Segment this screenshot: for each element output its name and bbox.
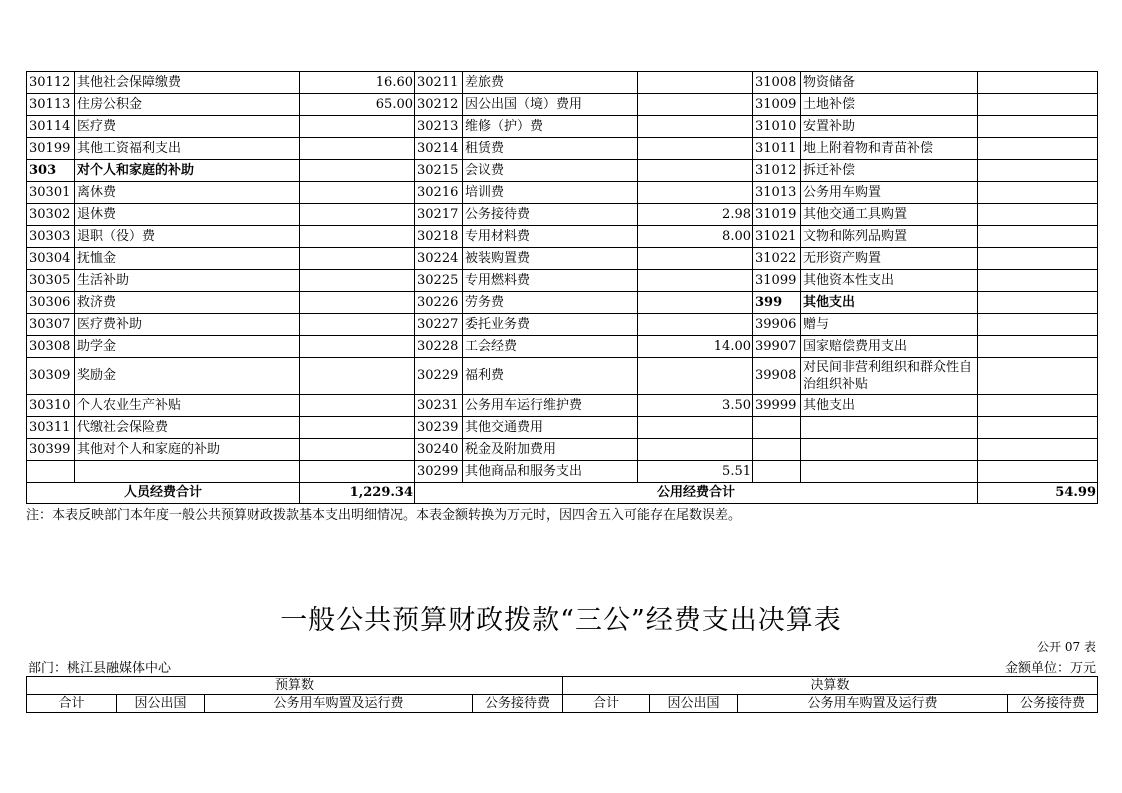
capital-amount-cell bbox=[978, 116, 1098, 138]
personnel-code-cell: 30309 bbox=[27, 358, 75, 395]
capital-item-cell bbox=[801, 461, 978, 483]
public-code-cell: 30239 bbox=[415, 417, 463, 439]
public-item-cell: 培训费 bbox=[463, 182, 638, 204]
public-total-label: 公用经费合计 bbox=[415, 483, 978, 504]
capital-amount-cell bbox=[978, 182, 1098, 204]
personnel-code-cell: 30310 bbox=[27, 395, 75, 417]
col-header: 因公出国 bbox=[117, 695, 205, 713]
personnel-amount-cell bbox=[300, 160, 415, 182]
personnel-code-cell: 303 bbox=[27, 160, 75, 182]
table-row bbox=[27, 160, 1098, 182]
public-code-cell: 30213 bbox=[415, 116, 463, 138]
personnel-code-cell: 30114 bbox=[27, 116, 75, 138]
table-row bbox=[27, 116, 1098, 138]
public-item-cell: 其他交通费用 bbox=[463, 417, 638, 439]
capital-item-cell: 其他资本性支出 bbox=[801, 270, 978, 292]
capital-item-cell: 无形资产购置 bbox=[801, 248, 978, 270]
personnel-item-cell: 住房公积金 bbox=[75, 94, 300, 116]
table-row bbox=[27, 270, 1098, 292]
personnel-code-cell: 30113 bbox=[27, 94, 75, 116]
capital-amount-cell bbox=[978, 417, 1098, 439]
personnel-code-cell: 30301 bbox=[27, 182, 75, 204]
public-item-cell: 维修（护）费 bbox=[463, 116, 638, 138]
capital-code-cell: 399 bbox=[753, 292, 801, 314]
expenditure-detail-table bbox=[26, 71, 1098, 504]
table-row bbox=[27, 226, 1098, 248]
capital-code-cell: 39908 bbox=[753, 358, 801, 395]
table-row bbox=[27, 417, 1098, 439]
public-amount-cell: 14.00 bbox=[638, 336, 753, 358]
header-group-row bbox=[27, 677, 1098, 695]
personnel-item-cell: 救济费 bbox=[75, 292, 300, 314]
personnel-item-cell: 对个人和家庭的补助 bbox=[75, 160, 300, 182]
personnel-item-cell: 退休费 bbox=[75, 204, 300, 226]
public-amount-cell bbox=[638, 160, 753, 182]
personnel-amount-cell bbox=[300, 182, 415, 204]
table-row bbox=[27, 138, 1098, 160]
personnel-amount-cell: 16.60 bbox=[300, 72, 415, 94]
total-row bbox=[27, 483, 1098, 504]
capital-item-cell: 拆迁补偿 bbox=[801, 160, 978, 182]
personnel-code-cell bbox=[27, 461, 75, 483]
capital-amount-cell bbox=[978, 395, 1098, 417]
public-code-cell: 30240 bbox=[415, 439, 463, 461]
capital-item-cell: 土地补偿 bbox=[801, 94, 978, 116]
capital-code-cell bbox=[753, 439, 801, 461]
public-code-cell: 30227 bbox=[415, 314, 463, 336]
personnel-amount-cell: 65.00 bbox=[300, 94, 415, 116]
three-public-expense-table bbox=[26, 676, 1098, 713]
personnel-item-cell: 医疗费 bbox=[75, 116, 300, 138]
personnel-amount-cell bbox=[300, 292, 415, 314]
capital-amount-cell bbox=[978, 336, 1098, 358]
final-group-header: 决算数 bbox=[563, 677, 1098, 695]
col-header: 因公出国 bbox=[650, 695, 738, 713]
public-code-cell: 30226 bbox=[415, 292, 463, 314]
capital-item-cell: 对民间非营利组织和群众性自治组织补贴 bbox=[801, 358, 978, 395]
capital-item-cell: 其他交通工具购置 bbox=[801, 204, 978, 226]
col-header: 公务接待费 bbox=[473, 695, 563, 713]
personnel-item-cell: 其他工资福利支出 bbox=[75, 138, 300, 160]
public-amount-cell bbox=[638, 116, 753, 138]
table-row bbox=[27, 94, 1098, 116]
capital-code-cell: 31012 bbox=[753, 160, 801, 182]
public-item-cell: 会议费 bbox=[463, 160, 638, 182]
personnel-amount-cell bbox=[300, 461, 415, 483]
table-row bbox=[27, 72, 1098, 94]
capital-item-cell: 公务用车购置 bbox=[801, 182, 978, 204]
personnel-code-cell: 30399 bbox=[27, 439, 75, 461]
table-row bbox=[27, 248, 1098, 270]
personnel-item-cell: 其他对个人和家庭的补助 bbox=[75, 439, 300, 461]
public-code-cell: 30231 bbox=[415, 395, 463, 417]
capital-item-cell: 其他支出 bbox=[801, 292, 978, 314]
public-item-cell: 工会经费 bbox=[463, 336, 638, 358]
personnel-item-cell: 抚恤金 bbox=[75, 248, 300, 270]
public-item-cell: 公务接待费 bbox=[463, 204, 638, 226]
personnel-code-cell: 30302 bbox=[27, 204, 75, 226]
capital-amount-cell bbox=[978, 72, 1098, 94]
capital-code-cell: 31021 bbox=[753, 226, 801, 248]
capital-code-cell: 31099 bbox=[753, 270, 801, 292]
capital-item-cell: 赠与 bbox=[801, 314, 978, 336]
personnel-code-cell: 30303 bbox=[27, 226, 75, 248]
capital-amount-cell bbox=[978, 314, 1098, 336]
capital-amount-cell bbox=[978, 138, 1098, 160]
capital-amount-cell bbox=[978, 204, 1098, 226]
public-code-cell: 30218 bbox=[415, 226, 463, 248]
page-title: 一般公共预算财政拨款“三公”经费支出决算表 bbox=[280, 605, 842, 636]
capital-item-cell bbox=[801, 439, 978, 461]
capital-code-cell: 39907 bbox=[753, 336, 801, 358]
form-number: 公开 07 表 bbox=[1037, 640, 1096, 654]
col-header: 公务用车购置及运行费 bbox=[205, 695, 473, 713]
public-code-cell: 30217 bbox=[415, 204, 463, 226]
public-amount-cell: 5.51 bbox=[638, 461, 753, 483]
table-row bbox=[27, 314, 1098, 336]
public-item-cell: 劳务费 bbox=[463, 292, 638, 314]
table-row bbox=[27, 292, 1098, 314]
capital-item-cell: 地上附着物和青苗补偿 bbox=[801, 138, 978, 160]
capital-item-cell: 物资储备 bbox=[801, 72, 978, 94]
capital-amount-cell bbox=[978, 292, 1098, 314]
public-code-cell: 30299 bbox=[415, 461, 463, 483]
public-item-cell: 专用材料费 bbox=[463, 226, 638, 248]
capital-code-cell: 39906 bbox=[753, 314, 801, 336]
table-row bbox=[27, 358, 1098, 395]
table-note: 注：本表反映部门本年度一般公共预算财政拨款基本支出明细情况。本表金额转换为万元时，因四舍五入可能存在尾数误差。 bbox=[26, 508, 742, 523]
public-amount-cell bbox=[638, 72, 753, 94]
department-label: 部门：桃江县融媒体中心 bbox=[28, 661, 172, 676]
capital-item-cell bbox=[801, 417, 978, 439]
personnel-amount-cell bbox=[300, 116, 415, 138]
personnel-item-cell: 离休费 bbox=[75, 182, 300, 204]
public-amount-cell bbox=[638, 292, 753, 314]
personnel-item-cell: 生活补助 bbox=[75, 270, 300, 292]
personnel-code-cell: 30305 bbox=[27, 270, 75, 292]
public-item-cell: 公务用车运行维护费 bbox=[463, 395, 638, 417]
capital-amount-cell bbox=[978, 226, 1098, 248]
personnel-amount-cell bbox=[300, 417, 415, 439]
capital-code-cell bbox=[753, 417, 801, 439]
table-row bbox=[27, 395, 1098, 417]
personnel-item-cell bbox=[75, 461, 300, 483]
personnel-total-value: 1,229.34 bbox=[300, 483, 415, 504]
amount-unit-label: 金额单位：万元 bbox=[1004, 661, 1096, 676]
personnel-item-cell: 代缴社会保险费 bbox=[75, 417, 300, 439]
col-header: 合计 bbox=[563, 695, 650, 713]
public-amount-cell bbox=[638, 138, 753, 160]
public-code-cell: 30225 bbox=[415, 270, 463, 292]
capital-code-cell: 31013 bbox=[753, 182, 801, 204]
personnel-code-cell: 30307 bbox=[27, 314, 75, 336]
personnel-amount-cell bbox=[300, 138, 415, 160]
capital-item-cell: 安置补助 bbox=[801, 116, 978, 138]
public-amount-cell bbox=[638, 182, 753, 204]
header-column-row bbox=[27, 695, 1098, 713]
public-amount-cell bbox=[638, 439, 753, 461]
public-amount-cell bbox=[638, 314, 753, 336]
public-amount-cell bbox=[638, 417, 753, 439]
personnel-code-cell: 30311 bbox=[27, 417, 75, 439]
col-header: 公务用车购置及运行费 bbox=[738, 695, 1008, 713]
personnel-item-cell: 退职（役）费 bbox=[75, 226, 300, 248]
public-item-cell: 委托业务费 bbox=[463, 314, 638, 336]
personnel-amount-cell bbox=[300, 314, 415, 336]
capital-code-cell: 31019 bbox=[753, 204, 801, 226]
capital-amount-cell bbox=[978, 270, 1098, 292]
capital-amount-cell bbox=[978, 94, 1098, 116]
personnel-amount-cell bbox=[300, 270, 415, 292]
personnel-amount-cell bbox=[300, 204, 415, 226]
capital-amount-cell bbox=[978, 439, 1098, 461]
public-item-cell: 租赁费 bbox=[463, 138, 638, 160]
personnel-code-cell: 30308 bbox=[27, 336, 75, 358]
public-amount-cell bbox=[638, 94, 753, 116]
personnel-amount-cell bbox=[300, 226, 415, 248]
public-item-cell: 专用燃料费 bbox=[463, 270, 638, 292]
public-code-cell: 30214 bbox=[415, 138, 463, 160]
public-total-value: 54.99 bbox=[978, 483, 1098, 504]
public-amount-cell bbox=[638, 248, 753, 270]
public-amount-cell: 3.50 bbox=[638, 395, 753, 417]
col-header: 公务接待费 bbox=[1008, 695, 1098, 713]
personnel-item-cell: 个人农业生产补贴 bbox=[75, 395, 300, 417]
personnel-code-cell: 30304 bbox=[27, 248, 75, 270]
public-amount-cell bbox=[638, 358, 753, 395]
personnel-total-label: 人员经费合计 bbox=[27, 483, 300, 504]
public-code-cell: 30224 bbox=[415, 248, 463, 270]
capital-code-cell: 31010 bbox=[753, 116, 801, 138]
public-amount-cell: 8.00 bbox=[638, 226, 753, 248]
personnel-amount-cell bbox=[300, 358, 415, 395]
personnel-code-cell: 30112 bbox=[27, 72, 75, 94]
capital-code-cell: 31011 bbox=[753, 138, 801, 160]
capital-amount-cell bbox=[978, 248, 1098, 270]
personnel-code-cell: 30199 bbox=[27, 138, 75, 160]
public-item-cell: 福利费 bbox=[463, 358, 638, 395]
personnel-code-cell: 30306 bbox=[27, 292, 75, 314]
capital-item-cell: 其他支出 bbox=[801, 395, 978, 417]
capital-item-cell: 文物和陈列品购置 bbox=[801, 226, 978, 248]
public-item-cell: 差旅费 bbox=[463, 72, 638, 94]
personnel-item-cell: 奖励金 bbox=[75, 358, 300, 395]
public-code-cell: 30212 bbox=[415, 94, 463, 116]
capital-code-cell bbox=[753, 461, 801, 483]
capital-amount-cell bbox=[978, 358, 1098, 395]
public-code-cell: 30216 bbox=[415, 182, 463, 204]
capital-code-cell: 31008 bbox=[753, 72, 801, 94]
public-code-cell: 30228 bbox=[415, 336, 463, 358]
personnel-amount-cell bbox=[300, 395, 415, 417]
capital-amount-cell bbox=[978, 160, 1098, 182]
personnel-amount-cell bbox=[300, 439, 415, 461]
public-amount-cell: 2.98 bbox=[638, 204, 753, 226]
budget-group-header: 预算数 bbox=[27, 677, 563, 695]
col-header: 合计 bbox=[27, 695, 117, 713]
capital-code-cell: 31009 bbox=[753, 94, 801, 116]
personnel-amount-cell bbox=[300, 336, 415, 358]
public-code-cell: 30215 bbox=[415, 160, 463, 182]
personnel-item-cell: 其他社会保障缴费 bbox=[75, 72, 300, 94]
capital-code-cell: 39999 bbox=[753, 395, 801, 417]
public-code-cell: 30211 bbox=[415, 72, 463, 94]
public-item-cell: 税金及附加费用 bbox=[463, 439, 638, 461]
public-code-cell: 30229 bbox=[415, 358, 463, 395]
table-row bbox=[27, 336, 1098, 358]
capital-amount-cell bbox=[978, 461, 1098, 483]
public-item-cell: 其他商品和服务支出 bbox=[463, 461, 638, 483]
public-item-cell: 被装购置费 bbox=[463, 248, 638, 270]
personnel-item-cell: 医疗费补助 bbox=[75, 314, 300, 336]
capital-code-cell: 31022 bbox=[753, 248, 801, 270]
personnel-item-cell: 助学金 bbox=[75, 336, 300, 358]
table-row bbox=[27, 204, 1098, 226]
table-row bbox=[27, 461, 1098, 483]
table-row bbox=[27, 182, 1098, 204]
public-item-cell: 因公出国（境）费用 bbox=[463, 94, 638, 116]
public-amount-cell bbox=[638, 270, 753, 292]
capital-item-cell: 国家赔偿费用支出 bbox=[801, 336, 978, 358]
personnel-amount-cell bbox=[300, 248, 415, 270]
table-row bbox=[27, 439, 1098, 461]
